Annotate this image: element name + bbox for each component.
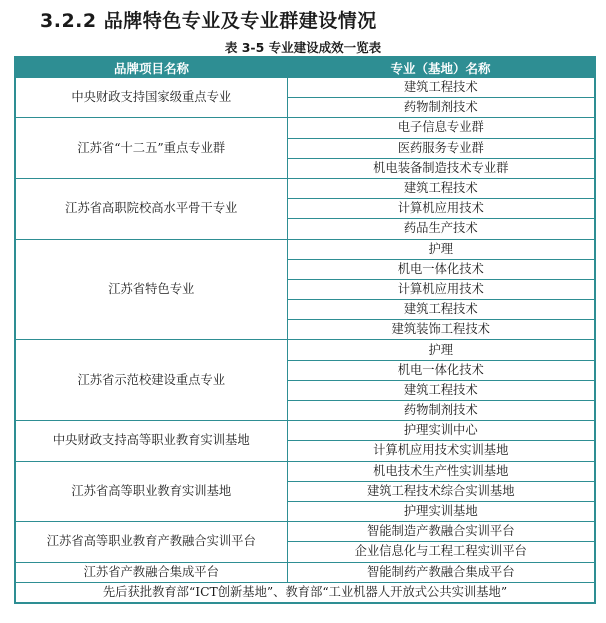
table-body [15, 78, 595, 603]
table-row [15, 522, 595, 542]
major-name-cell: 药物制剂技术 [287, 98, 595, 118]
brand-project-cell: 江苏省特色专业 [15, 239, 287, 340]
table-row [15, 562, 595, 582]
footer-note-cell: 先后获批教育部“ICT创新基地”、教育部“工业机器人开放式公共实训基地” [15, 582, 595, 603]
major-name-cell: 建筑工程技术 [287, 300, 595, 320]
brand-project-cell: 江苏省产教融合集成平台 [15, 562, 287, 582]
major-name-cell: 电子信息专业群 [287, 118, 595, 138]
major-name-cell: 机电一体化技术 [287, 360, 595, 380]
table-row [15, 118, 595, 138]
major-name-cell: 建筑工程技术 [287, 380, 595, 400]
major-name-cell: 建筑装饰工程技术 [287, 320, 595, 340]
major-name-cell: 智能制造产教融合实训平台 [287, 522, 595, 542]
major-name-cell: 计算机应用技术 [287, 199, 595, 219]
major-name-cell: 护理 [287, 340, 595, 360]
header-brand-project: 品牌项目名称 [15, 57, 287, 78]
major-name-cell: 护理实训中心 [287, 421, 595, 441]
table-row [15, 461, 595, 481]
footer-row [15, 582, 595, 603]
major-name-cell: 建筑工程技术 [287, 78, 595, 98]
major-name-cell: 药物制剂技术 [287, 401, 595, 421]
major-name-cell: 药品生产技术 [287, 219, 595, 239]
section-heading: 3.2.2 品牌特色专业及专业群建设情况 [40, 10, 377, 32]
table-row [15, 178, 595, 198]
table-row [15, 340, 595, 360]
brand-project-cell: 中央财政支持国家级重点专业 [15, 78, 287, 118]
brand-project-cell: 江苏省高等职业教育产教融合实训平台 [15, 522, 287, 562]
header-major-base: 专业（基地）名称 [287, 57, 595, 78]
major-name-cell: 机电技术生产性实训基地 [287, 461, 595, 481]
major-name-cell: 计算机应用技术 [287, 279, 595, 299]
table-row [15, 78, 595, 98]
table-row [15, 421, 595, 441]
table-row [15, 239, 595, 259]
major-name-cell: 建筑工程技术综合实训基地 [287, 481, 595, 501]
major-name-cell: 智能制药产教融合集成平台 [287, 562, 595, 582]
brand-project-cell: 江苏省高职院校高水平骨干专业 [15, 178, 287, 239]
table-header-row [15, 57, 595, 78]
major-name-cell: 机电装备制造技术专业群 [287, 158, 595, 178]
table-caption: 表 3-5 专业建设成效一览表 [224, 40, 382, 55]
brand-project-cell: 江苏省示范校建设重点专业 [15, 340, 287, 421]
brand-project-cell: 江苏省“十二五”重点专业群 [15, 118, 287, 179]
brand-project-cell: 中央财政支持高等职业教育实训基地 [15, 421, 287, 461]
major-name-cell: 护理实训基地 [287, 501, 595, 521]
major-name-cell: 计算机应用技术实训基地 [287, 441, 595, 461]
major-name-cell: 护理 [287, 239, 595, 259]
major-name-cell: 建筑工程技术 [287, 178, 595, 198]
professional-construction-table [14, 56, 596, 604]
major-name-cell: 医药服务专业群 [287, 138, 595, 158]
major-name-cell: 机电一体化技术 [287, 259, 595, 279]
brand-project-cell: 江苏省高等职业教育实训基地 [15, 461, 287, 522]
major-name-cell: 企业信息化与工程工程实训平台 [287, 542, 595, 562]
